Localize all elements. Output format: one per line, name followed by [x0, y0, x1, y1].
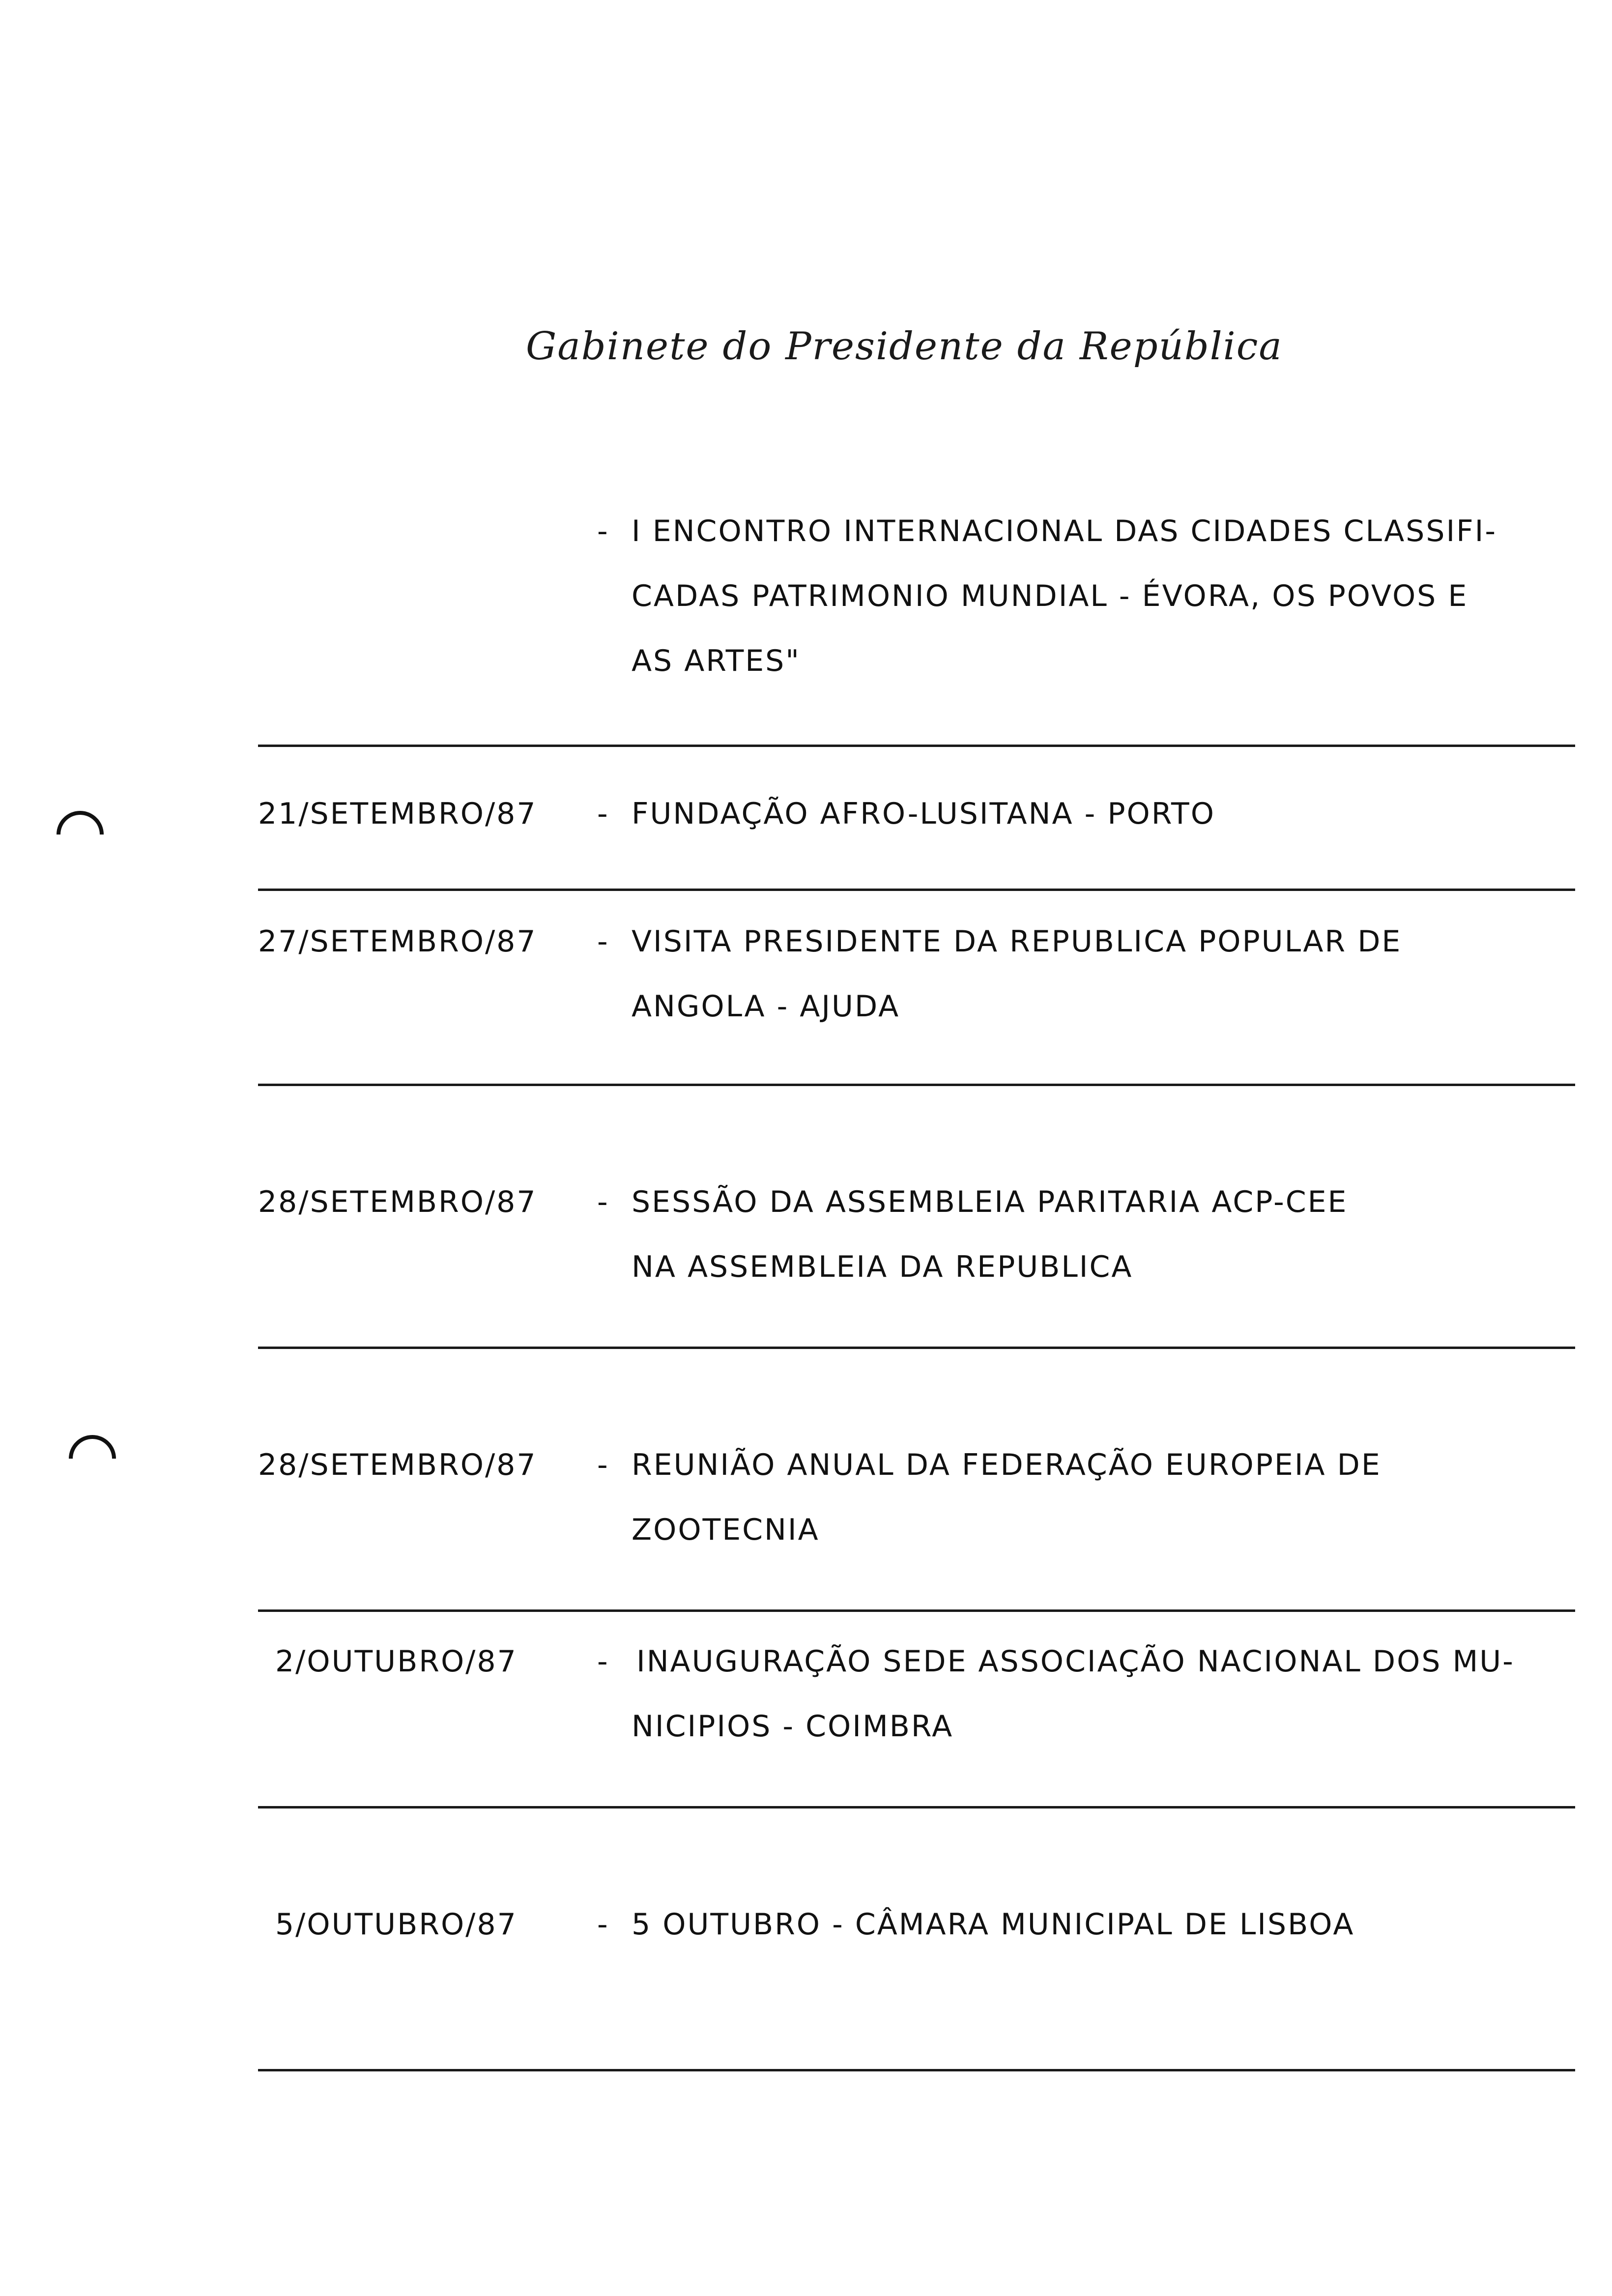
- entry-description-line: INAUGURAÇÃO SEDE ASSOCIAÇÃO NACIONAL DOS MU-: [636, 1644, 1515, 1679]
- entry-description-line: AS ARTES": [632, 644, 801, 678]
- entry-description-line: NA ASSEMBLEIA DA REPUBLICA: [632, 1250, 1133, 1284]
- divider-rule: [258, 1347, 1575, 1349]
- entry-date: 28/SETEMBRO/87: [258, 1185, 537, 1219]
- letterhead: Gabinete do Presidente da República: [526, 324, 1283, 369]
- entry-description-line: NICIPIOS - COIMBRA: [632, 1709, 954, 1744]
- entry-date: 27/SETEMBRO/87: [258, 924, 537, 959]
- entry-description-line: ZOOTECNIA: [632, 1513, 820, 1547]
- entry-description-line: REUNIÃO ANUAL DA FEDERAÇÃO EUROPEIA DE: [632, 1448, 1382, 1482]
- entry-date: 21/SETEMBRO/87: [258, 797, 537, 831]
- divider-rule: [258, 1609, 1575, 1612]
- entry-description-line: 5 OUTUBRO - CÂMARA MUNICIPAL DE LISBOA: [632, 1907, 1355, 1942]
- divider-rule: [258, 2069, 1575, 2071]
- divider-rule: [258, 745, 1575, 747]
- divider-rule: [258, 889, 1575, 891]
- divider-rule: [258, 1084, 1575, 1086]
- entry-dash: -: [597, 1185, 608, 1219]
- entry-description-line: FUNDAÇÃO AFRO-LUSITANA - PORTO: [632, 797, 1215, 831]
- entry-description-line: ANGOLA - AJUDA: [632, 989, 900, 1024]
- entry-dash: -: [597, 514, 608, 548]
- divider-rule: [258, 1806, 1575, 1808]
- entry-description-line: I ENCONTRO INTERNACIONAL DAS CIDADES CLASSIFI-: [632, 514, 1497, 548]
- punch-hole-mark: [59, 1425, 126, 1492]
- entry-date: 28/SETEMBRO/87: [258, 1448, 537, 1482]
- entry-description-line: VISITA PRESIDENTE DA REPUBLICA POPULAR DE: [632, 924, 1402, 959]
- punch-hole-mark: [47, 801, 114, 868]
- entry-description-line: SESSÃO DA ASSEMBLEIA PARITARIA ACP-CEE: [632, 1185, 1348, 1219]
- entry-date: 5/OUTUBRO/87: [275, 1907, 518, 1942]
- entry-dash: -: [597, 1644, 608, 1679]
- entry-description-line: CADAS PATRIMONIO MUNDIAL - ÉVORA, OS POVOS E: [632, 579, 1468, 613]
- entry-dash: -: [597, 797, 608, 831]
- entry-dash: -: [597, 1448, 608, 1482]
- entry-dash: -: [597, 1907, 608, 1942]
- entry-dash: -: [597, 924, 608, 959]
- entry-date: 2/OUTUBRO/87: [275, 1644, 518, 1679]
